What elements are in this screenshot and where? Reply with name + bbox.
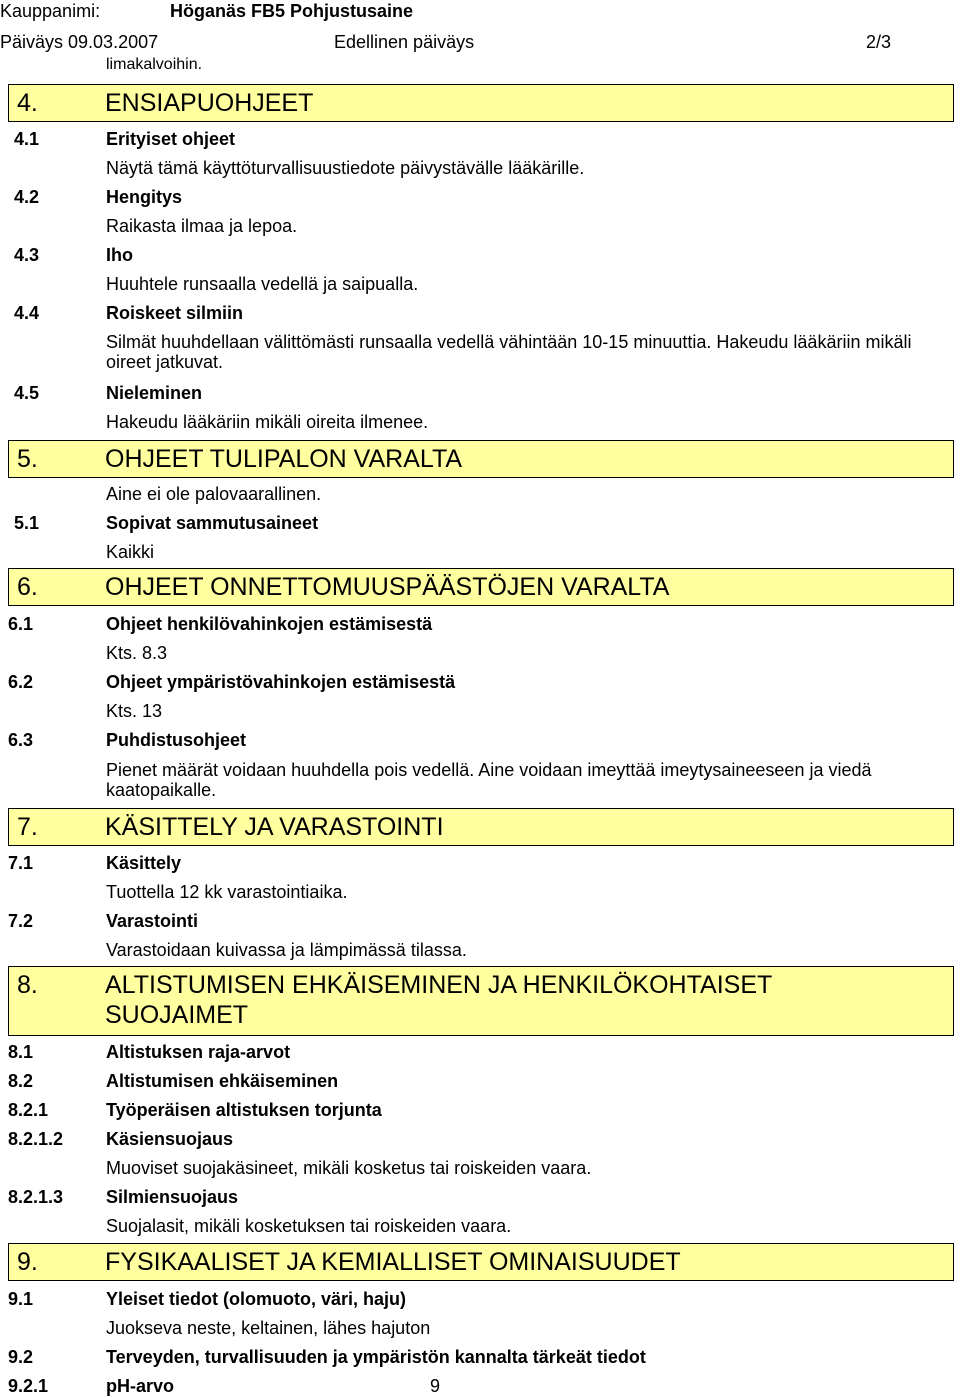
section-number: 5. (17, 445, 38, 473)
section-number: 4. (17, 89, 38, 117)
subsection-number: 6.1 (8, 614, 34, 634)
section-title: OHJEET TULIPALON VARALTA (105, 445, 463, 473)
subsection-number: 4.4 (14, 303, 40, 323)
subsection-text: Tuottella 12 kk varastointiaika. (106, 882, 348, 902)
section-title: OHJEET ONNETTOMUUSPÄÄSTÖJEN VARALTA (105, 573, 670, 601)
subsection-title: Sopivat sammutusaineet (106, 513, 319, 533)
subsection-title: Terveyden, turvallisuuden ja ympäristön kannalta tärkeät tiedot (106, 1347, 646, 1367)
section-title: ENSIAPUOHJEET (105, 89, 314, 117)
section-9-heading (8, 1243, 954, 1281)
subsection-text: Huuhtele runsaalla vedellä ja saipualla. (106, 274, 419, 294)
subsection-title: Nieleminen (106, 383, 203, 403)
subsection-number: 8.2 (8, 1071, 34, 1091)
subsection-text: Hakeudu lääkäriin mikäli oireita ilmenee. (106, 412, 429, 432)
section-title: ALTISTUMISEN EHKÄISEMINEN JA HENKILÖKOHTAISET (105, 971, 773, 999)
subsection-title: Roiskeet silmiin (106, 303, 244, 323)
subsection-text: Raikasta ilmaa ja lepoa. (106, 216, 298, 236)
subsection-title: Käsittely (106, 853, 182, 873)
section-8-heading (8, 966, 954, 1036)
subsection-title: Työperäisen altistuksen torjunta (106, 1100, 382, 1120)
section-7-heading (8, 808, 954, 846)
subsection-title: Iho (106, 245, 133, 265)
subsection-title: Hengitys (106, 187, 183, 207)
subsection-title: Ohjeet henkilövahinkojen estämisestä (106, 614, 433, 634)
trade-name: Höganäs FB5 Pohjustusaine (170, 1, 414, 21)
section-6-heading (8, 568, 954, 606)
subsection-title: Ohjeet ympäristövahinkojen estämisestä (106, 672, 456, 692)
subsection-number: 9.2.1 (8, 1376, 49, 1396)
subsection-number: 9.2 (8, 1347, 34, 1367)
section-intro: Aine ei ole palovaarallinen. (106, 484, 322, 504)
subsection-number: 8.2.1.2 (8, 1129, 64, 1149)
subsection-number: 7.1 (8, 853, 34, 873)
section-title-continued: SUOJAIMET (105, 1001, 249, 1029)
subsection-title: Varastointi (106, 911, 199, 931)
subsection-number: 8.2.1 (8, 1100, 49, 1120)
subsection-title: Käsiensuojaus (106, 1129, 234, 1149)
carryover-text: limakalvoihin. (106, 56, 203, 73)
subsection-text: Muoviset suojakäsineet, mikäli kosketus tai roiskeiden vaara. (106, 1158, 592, 1178)
subsection-title: Altistumisen ehkäiseminen (106, 1071, 339, 1091)
date-label: Päiväys 09.03.2007 (0, 32, 159, 52)
subsection-text: Näytä tämä käyttöturvallisuustiedote päivystävälle lääkärille. (106, 158, 585, 178)
section-4-heading (8, 84, 954, 122)
page-number: 2/3 (866, 32, 892, 52)
subsection-number: 7.2 (8, 911, 34, 931)
subsection-text: Kts. 13 (106, 701, 163, 721)
subsection-number: 8.1 (8, 1042, 34, 1062)
subsection-text: Kts. 8.3 (106, 643, 168, 663)
subsection-title: Yleiset tiedot (olomuoto, väri, haju) (106, 1289, 407, 1309)
subsection-number: 6.2 (8, 672, 34, 692)
section-title: FYSIKAALISET JA KEMIALLISET OMINAISUUDET (105, 1248, 681, 1276)
section-number: 6. (17, 573, 38, 601)
section-5-heading (8, 440, 954, 478)
section-number: 9. (17, 1248, 38, 1276)
subsection-text: Juokseva neste, keltainen, lähes hajuton (106, 1318, 431, 1338)
subsection-text: Kaikki (106, 542, 155, 562)
section-title: KÄSITTELY JA VARASTOINTI (105, 813, 444, 841)
section-number: 7. (17, 813, 38, 841)
subsection-number: 6.3 (8, 730, 34, 750)
subsection-number: 4.5 (14, 383, 40, 403)
section-number: 8. (17, 971, 38, 999)
ph-value: 9 (430, 1376, 441, 1396)
subsection-number: 4.1 (14, 129, 40, 149)
subsection-title: Altistuksen raja-arvot (106, 1042, 291, 1062)
subsection-title: pH-arvo (106, 1376, 175, 1396)
subsection-title: Silmiensuojaus (106, 1187, 239, 1207)
previous-date-label: Edellinen päiväys (334, 32, 475, 52)
subsection-number: 8.2.1.3 (8, 1187, 64, 1207)
subsection-number: 4.3 (14, 245, 40, 265)
subsection-text: Varastoidaan kuivassa ja lämpimässä tilassa. (106, 940, 467, 960)
subsection-number: 9.1 (8, 1289, 34, 1309)
subsection-number: 5.1 (14, 513, 40, 533)
subsection-title: Puhdistusohjeet (106, 730, 247, 750)
subsection-title: Erityiset ohjeet (106, 129, 236, 149)
subsection-number: 4.2 (14, 187, 40, 207)
subsection-text: Silmät huuhdellaan välittömästi runsaalla vedellä vähintään 10-15 minuuttia. Hakeudu lääkäriin mikäli oireet jatkuvat. (106, 332, 912, 372)
subsection-text: Suojalasit, mikäli kosketuksen tai roiskeiden vaara. (106, 1216, 512, 1236)
trade-name-label: Kauppanimi: (0, 1, 101, 21)
subsection-text: Pienet määrät voidaan huuhdella pois vedellä. Aine voidaan imeyttää imeytysaineeseen ja viedä kaatopaikalle. (106, 760, 872, 800)
